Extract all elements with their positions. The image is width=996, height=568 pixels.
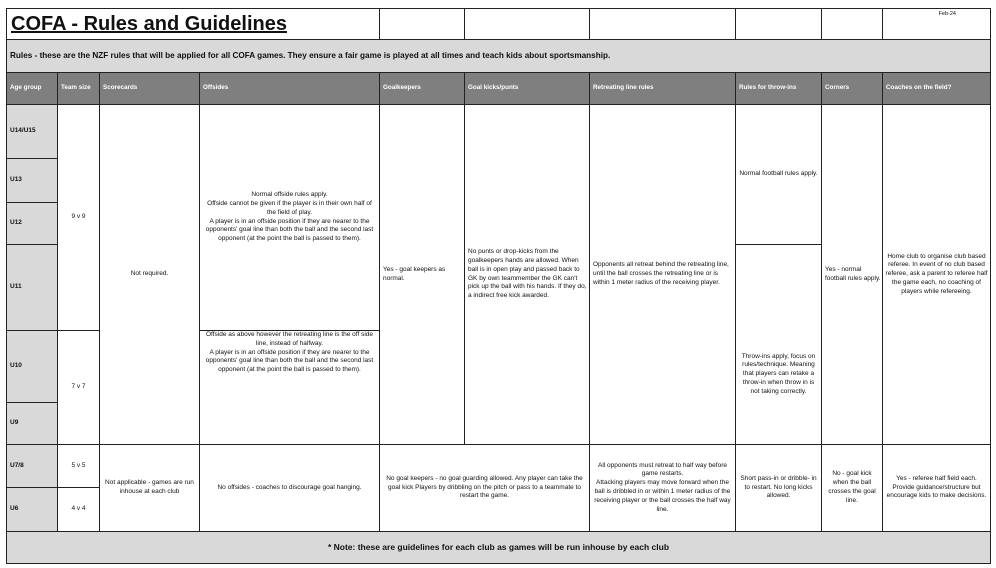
title-blank-cell (735, 8, 822, 40)
age-group-u9: U9 (6, 402, 58, 445)
offsides-none: No offsides - coaches to discourage goal hanging. (199, 444, 380, 532)
title-blank-cell (589, 8, 736, 40)
offsides-retreating: Offside as above however the retreating line is the off side line, instead of halfway. A player is in an offside position if they are nearer to the opponents' goal line than both the ball and the second last opponent (at the point the ball is passed to them). (199, 330, 380, 445)
date-label: Feb-24 (882, 8, 991, 40)
header-scorecards: Scorecards (99, 72, 200, 105)
header-team-size: Team size (57, 72, 100, 105)
scorecards-required: Not required. (99, 104, 200, 445)
corners-goal-kick: No - goal kick when the ball crosses the goal line. (821, 444, 883, 532)
team-size-9v9: 9 v 9 (57, 104, 100, 331)
team-size-4v4: 4 v 4 (57, 487, 100, 532)
header-throw-ins: Rules for throw-ins (735, 72, 822, 105)
intro-text: Rules - these are the NZF rules that will be applied for all COFA games. They ensure a fair game is played at all times and teach kids about sportsmanship. (6, 39, 991, 73)
age-group-u7-8: U7/8 (6, 444, 58, 488)
header-age-group: Age group (6, 72, 58, 105)
footer-note: * Note: these are guidelines for each club as games will be run inhouse by each club (6, 531, 991, 564)
team-size-5v5: 5 v 5 (57, 444, 100, 488)
age-group-u14: U14/U15 (6, 104, 58, 159)
title-blank-cell (379, 8, 465, 40)
age-group-u12: U12 (6, 202, 58, 245)
header-coaches: Coaches on the field? (882, 72, 991, 105)
coaches-home-club: Home club to organise club based referee. In event of no club based referee, ask a parent to referee half the game each, no coaching of players while refereeing. (882, 104, 991, 445)
goalkeepers-normal: Yes - goal keepers as normal. (379, 104, 465, 445)
header-goalkeepers: Goalkeepers (379, 72, 465, 105)
page-title: COFA - Rules and Guidelines (6, 8, 380, 40)
retreating-line-small: All opponents must retreat to half way before game restarts. Attacking players may move forward when the ball is dribbled in or within 1 meter radius of the receiving player or the ball crosses the half way line. (589, 444, 736, 532)
offsides-normal: Normal offside rules apply. Offside cannot be given if the player is in their own half of the field of play. A player is in an offside position if they are nearer to the opponents' goal line than both the ball and the second last opponent (at the point the ball is passed to them). (199, 104, 380, 331)
corners-normal: Yes - normal football rules apply. (821, 104, 883, 445)
goalkeepers-none: No goal keepers - no goal guarding allowed. Any player can take the goal kick Players by dribbling on the pitch or pass to a teammate to restart the game. (379, 444, 590, 532)
age-group-u11: U11 (6, 244, 58, 331)
age-group-u6: U6 (6, 487, 58, 532)
title-blank-cell (464, 8, 590, 40)
header-offsides: Offsides (199, 72, 380, 105)
goal-kicks-rules: No punts or drop-kicks from the goalkeepers hands are allowed. When ball is in open play and passed back to GK by own teammember the GK can't pick up the ball with his hands. If they do, a indirect free kick awarded. (464, 104, 590, 445)
coaches-referee: Yes - referee half field each. Provide guidance/structure but encourage kids to make decisions. (882, 444, 991, 532)
team-size-7v7: 7 v 7 (57, 330, 100, 445)
scorecards-inhouse: Not applicable - games are run inhouse at each club (99, 444, 200, 532)
throw-ins-normal: Normal football rules apply. (735, 104, 822, 245)
header-goal-kicks: Goal kicks/punts (464, 72, 590, 105)
header-corners: Corners (821, 72, 883, 105)
throw-ins-short: Short pass-in or dribble- in to restart. No long kicks allowed. (735, 444, 822, 532)
age-group-u10: U10 (6, 330, 58, 403)
title-blank-cell (821, 8, 883, 40)
header-retreating-line: Retreating line rules (589, 72, 736, 105)
retreating-line-rules: Opponents all retreat behind the retreating line, until the ball crosses the retreating line or is within 1 meter radius of the receiving player. (589, 104, 736, 445)
age-group-u13: U13 (6, 158, 58, 203)
throw-ins-technique: Throw-ins apply, focus on rules/technique. Meaning that players can retake a throw-in when throw in is not taking correctly. (735, 244, 822, 445)
